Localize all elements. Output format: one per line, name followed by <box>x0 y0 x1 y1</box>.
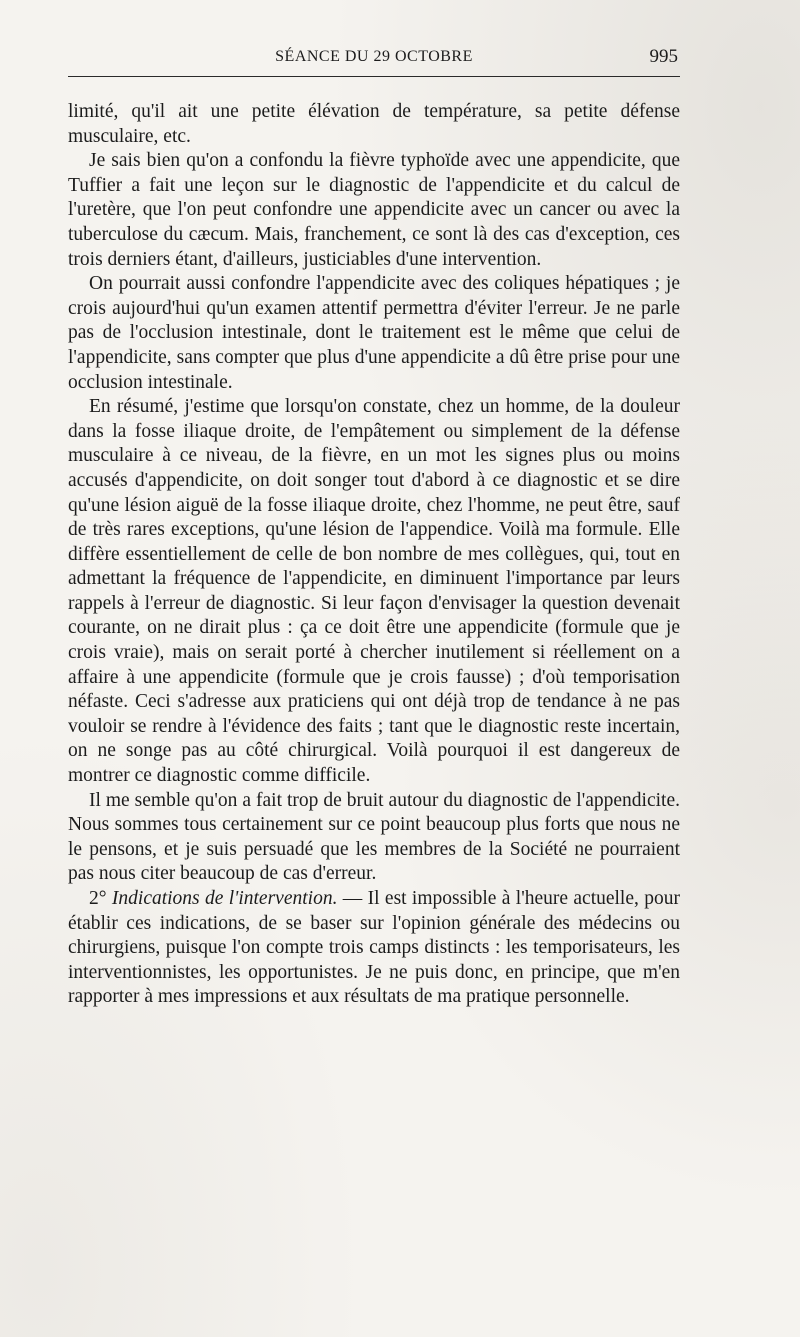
section-number: 2° <box>89 888 112 909</box>
paragraph-6-text: — Il est impossible à l'heure actuelle, pour établir ces indications, de se baser sur l'opinion générale des médecins ou chirurgiens, puisque l'on compte trois camps distincts : les temporisateurs, les interventionnistes, les opportunistes. Je ne puis donc, en principe, que m'en rapporter à mes impressions et aux résultats de ma pratique personnelle. <box>68 888 680 1008</box>
paragraph-5: Il me semble qu'on a fait trop de bruit autour du diagnostic de l'appendicite. Nous sommes tous certainement sur ce point beaucoup plus forts que nous ne le pensons, et je suis persuadé que les membres de la Société ne pourraient pas nous citer beaucoup de cas d'erreur. <box>68 789 680 885</box>
header-rule <box>68 76 680 77</box>
page-number: 995 <box>649 46 678 67</box>
paragraph-1: limité, qu'il ait une petite élévation de température, sa petite défense musculaire, etc. <box>68 101 680 147</box>
section-title: Indications de l'intervention. <box>111 888 338 909</box>
page-header <box>68 42 680 72</box>
paragraph-2: Je sais bien qu'on a confondu la fièvre typhoïde avec une appendicite, que Tuffier a fait une leçon sur le diagnostic de l'appendicite et du calcul de l'uretère, que l'on peut confondre une appendicite avec un cancer ou avec la tuberculose du cæcum. Mais, franchement, ce sont là des cas d'exception, ces trois derniers étant, d'ailleurs, justiciables d'une intervention. <box>68 150 680 270</box>
body-text <box>68 100 680 1010</box>
paragraph-6 <box>68 887 680 1010</box>
paragraph-4: En résumé, j'estime que lorsqu'on constate, chez un homme, de la douleur dans la fosse iliaque droite, de l'empâtement ou simplement de la défense musculaire à ce niveau, de la fièvre, en un mot les signes plus ou moins accusés d'appendicite, on doit songer tout d'abord à ce diagnostic et se dire qu'une lésion aiguë de la fosse iliaque droite, chez l'homme, ne peut être, sauf de très rares exceptions, qu'une lésion de l'appendice. Voilà ma formule. Elle diffère essentiellement de celle de bon nombre de mes collègues, qui, tout en admettant la fréquence de l'appendicite, en diminuent l'importance par leurs rappels à l'erreur de diagnostic. Si leur façon d'envisager la question devenait courante, on ne dirait plus : ça ce doit être une appendicite (formule que je crois vraie), mais on serait porté à chercher inutilement si réellement on a affaire à une appendicite (formule que je crois fausse) ; d'où temporisation néfaste. Ceci s'adresse aux praticiens qui ont déjà trop de tendance à ne pas vouloir se rendre à l'évidence des faits ; tant que le diagnostic reste incertain, on ne songe pas au côté chirurgical. Voilà pourquoi il est dangereux de montrer ce diagnostic comme difficile. <box>68 396 680 787</box>
running-head: SÉANCE DU 29 OCTOBRE <box>275 48 473 65</box>
paragraph-3: On pourrait aussi confondre l'appendicite avec des coliques hépatiques ; je crois aujourd'hui qu'un examen attentif permettra d'éviter l'erreur. Je ne parle pas de l'occlusion intestinale, dont le traitement est le même que celui de l'appendicite, sans compter que plus d'une appendicite a dû être prise pour une occlusion intestinale. <box>68 273 680 393</box>
